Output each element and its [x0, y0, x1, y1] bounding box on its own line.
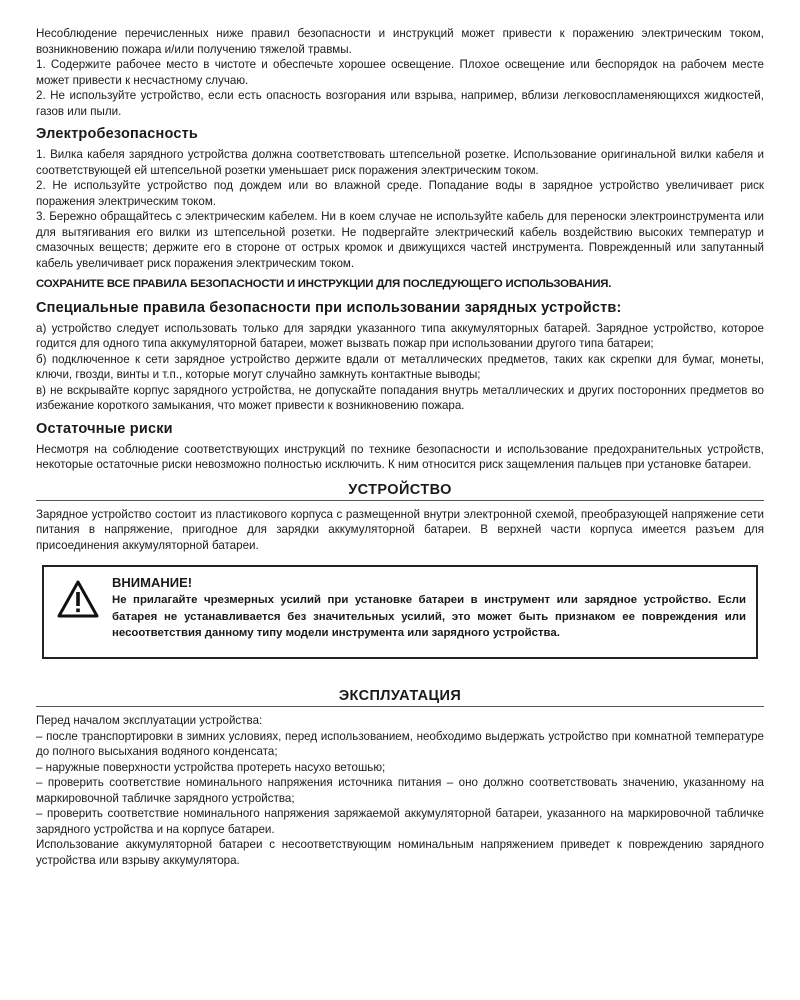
electrical-safety-item-1: 1. Вилка кабеля зарядного устройства должна соответствовать штепсельной розетке. Использование оригинальной вилки кабеля и соответствующей ей штепсельной розетки уменьшает риск поражения электрическим током. — [36, 148, 764, 177]
operation-line-1: Перед началом эксплуатации устройства: — [36, 714, 263, 727]
residual-risks-heading: Остаточные риски — [36, 420, 173, 437]
intro-item-2: 2. Не используйте устройство, если есть опасность возгорания или взрыва, например, вблизи легковоспламеняющихся жидкостей, газов или пыли. — [36, 89, 764, 118]
residual-risks-text: Несмотря на соблюдение соответствующих инструкций по технике безопасности и использование предохранительных устройств, некоторые остаточные риски невозможно полностью исключить. К ним относится риск защемления пальцев при установке батареи. — [36, 442, 764, 471]
operation-line-2: – после транспортировки в зимних условиях, перед использованием, необходимо выдержать устройство при комнатной температуре до полного высыхания водяного конденсата; — [36, 729, 764, 758]
operation-heading: ЭКСПЛУАТАЦИЯ — [36, 687, 764, 707]
operation-line-5: – проверить соответствие номинального напряжения заряжаемой аккумуляторной батареи, указанного на маркировочной табличке зарядного устройства и на корпусе батареи. — [36, 807, 764, 836]
operation-line-3: – наружные поверхности устройства протереть насухо ветошью; — [36, 760, 386, 774]
warning-triangle-icon — [56, 579, 100, 619]
warning-title: ВНИМАНИЕ! — [112, 575, 193, 590]
special-rules-heading: Специальные правила безопасности при использовании зарядных устройств: — [36, 299, 622, 316]
intro-section — [36, 26, 764, 119]
intro-paragraph: Несоблюдение перечисленных ниже правил безопасности и инструкций может привести к поражению электрическим током, возникновению пожара и/или получению тяжелой травмы. — [36, 27, 764, 56]
warning-box — [42, 565, 758, 659]
device-description: Зарядное устройство состоит из пластикового корпуса с размещенной внутри электронной схемой, преобразующей напряжение сети питания в напряжение, пригодное для зарядки аккумуляторной батареи. В верхней части корпуса имеется разъем для присоединения аккумуляторной батареи. — [36, 507, 764, 552]
special-rule-a: а) устройство следует использовать только для зарядки указанного типа аккумуляторных батарей. Зарядное устройство, которое годится для одного типа аккумуляторной батареи, может вызвать пожар при использовании другого типа батареи; — [36, 321, 764, 350]
electrical-safety-heading: Электробезопасность — [36, 126, 199, 142]
special-rules-section — [36, 299, 764, 414]
warning-text: Не прилагайте чрезмерных усилий при установке батареи в инструмент или зарядное устройство. Если батарея не устанавливается без значительных усилий, это может быть признаком ее повреждения или несоответствия данному типу модели инструмента или зарядного устройства. — [112, 594, 746, 639]
operation-line-4: – проверить соответствие номинального напряжения источника питания – оно должно соответствовать значению, указанному на маркировочной табличке зарядного устройства; — [36, 776, 764, 805]
device-section — [36, 481, 764, 554]
intro-item-1: 1. Содержите рабочее место в чистоте и обеспечьте хорошее освещение. Плохое освещение или беспорядок на рабочем месте может привести к несчастному случаю. — [36, 58, 764, 87]
manual-page — [36, 26, 764, 868]
operation-line-6: Использование аккумуляторной батареи с несоответствующим номинальным напряжением приведет к повреждению зарядного устройства или взрыву аккумулятора. — [36, 838, 764, 867]
operation-section — [36, 687, 764, 868]
residual-risks-section — [36, 420, 764, 473]
special-rule-c: в) не вскрывайте корпус зарядного устройства, не допускайте попадания внутрь металлических и других посторонних предметов во избежание короткого замыкания, что может привести к возникновению пожара. — [36, 383, 764, 412]
save-instructions-note: СОХРАНИТЕ ВСЕ ПРАВИЛА БЕЗОПАСНОСТИ И ИНСТРУКЦИИ ДЛЯ ПОСЛЕДУЮЩЕГО ИСПОЛЬЗОВАНИЯ. — [36, 278, 612, 290]
device-heading: УСТРОЙСТВО — [36, 481, 764, 501]
electrical-safety-item-3: 3. Бережно обращайтесь с электрическим кабелем. Ни в коем случае не используйте кабель для переноски электроинструмента или для вытягивания его вилки из штепсельной розетки. Не подвергайте электрический кабель воздействию высоких температур и смазочных веществ; держите его в стороне от острых кромок и движущихся частей инструмента. Поврежденный или запутанный кабель увеличивает риск поражения электрическим током. — [36, 210, 764, 270]
special-rule-b: б) подключенное к сети зарядное устройство держите вдали от металлических предметов, таких как скрепки для бумаг, монеты, ключи, гвозди, винты и т.п., которые могут случайно замкнуть контактные выводы; — [36, 352, 764, 381]
electrical-safety-section — [36, 125, 764, 293]
electrical-safety-item-2: 2. Не используйте устройство под дождем или во влажной среде. Попадание воды в зарядное устройство увеличивает риск поражения электрическим током. — [36, 179, 764, 208]
